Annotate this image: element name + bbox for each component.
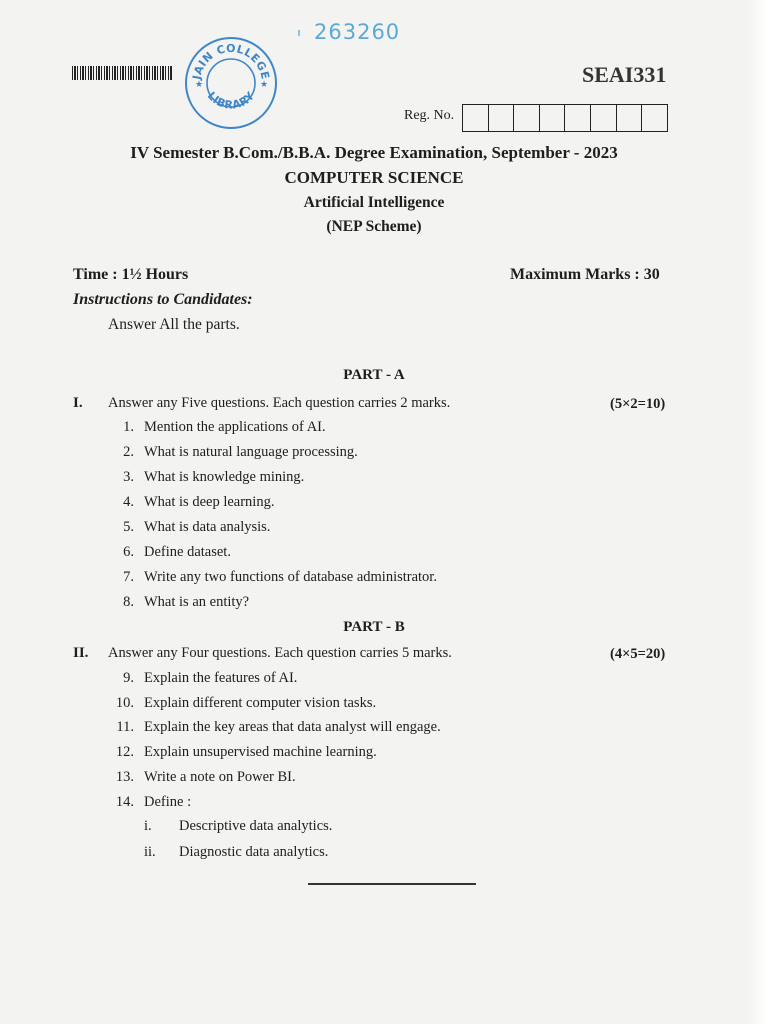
question-text: Explain different computer vision tasks. bbox=[144, 694, 377, 711]
question-text: What is an entity? bbox=[144, 594, 250, 610]
reg-no-label: Reg. No. bbox=[404, 108, 455, 123]
part-a-title: PART - A bbox=[343, 367, 405, 383]
question-number: 1. bbox=[123, 419, 134, 435]
question-text: Diagnostic data analytics. bbox=[179, 844, 329, 860]
question-text: What is data analysis. bbox=[144, 519, 271, 535]
question-text: Define dataset. bbox=[144, 544, 231, 560]
serial-number: 263260 bbox=[314, 20, 401, 44]
question-text: What is natural language processing. bbox=[144, 444, 358, 460]
instructions-text: Answer All the parts. bbox=[108, 316, 240, 333]
reg-no-box[interactable] bbox=[617, 105, 643, 131]
question-number: 4. bbox=[123, 494, 134, 510]
question-number: 14. bbox=[115, 793, 134, 810]
section-b-instruction: Answer any Four questions. Each question carries 5 marks. bbox=[108, 645, 452, 661]
question-number: 12. bbox=[115, 744, 134, 761]
question-number: i. bbox=[144, 818, 152, 834]
end-rule bbox=[308, 883, 476, 885]
time-allowed: Time : 1½ Hours bbox=[73, 266, 189, 283]
question-number: 7. bbox=[123, 569, 134, 585]
question-text: Write any two functions of database administrator. bbox=[144, 569, 437, 585]
section-b-marks: (4×5=20) bbox=[610, 646, 666, 662]
paper-title: Artificial Intelligence bbox=[303, 194, 445, 211]
question-text: What is deep learning. bbox=[144, 494, 275, 510]
reg-no-boxes[interactable] bbox=[462, 104, 668, 132]
exam-title: IV Semester B.Com./B.B.A. Degree Examination, September - 2023 bbox=[130, 143, 618, 162]
reg-no-box[interactable] bbox=[591, 105, 617, 131]
question-number: 8. bbox=[123, 594, 134, 610]
svg-text:★: ★ bbox=[260, 80, 269, 90]
question-text: What is knowledge mining. bbox=[144, 469, 305, 485]
scheme-title: (NEP Scheme) bbox=[326, 218, 422, 235]
section-a-number: I. bbox=[73, 395, 83, 411]
instructions-title: Instructions to Candidates: bbox=[73, 291, 253, 308]
section-a-instruction: Answer any Five questions. Each question carries 2 marks. bbox=[108, 395, 451, 411]
reg-no-box[interactable] bbox=[642, 105, 667, 131]
stamp-top-text: JAIN COLLEGE bbox=[190, 41, 272, 81]
paper-code: SEAI331 bbox=[582, 62, 667, 87]
question-text: Explain the key areas that data analyst will engage. bbox=[144, 719, 441, 736]
question-number: 13. bbox=[115, 768, 134, 785]
library-stamp bbox=[184, 36, 278, 130]
part-b-title: PART - B bbox=[343, 619, 405, 635]
question-text: Explain unsupervised machine learning. bbox=[144, 744, 377, 761]
question-number: 5. bbox=[123, 519, 134, 535]
reg-no-box[interactable] bbox=[514, 105, 540, 131]
reg-no-box[interactable] bbox=[565, 105, 591, 131]
stamp-bottom-text: LIBRARY bbox=[204, 89, 258, 112]
reg-no-box[interactable] bbox=[540, 105, 566, 131]
reg-no-box[interactable] bbox=[463, 105, 489, 131]
question-number: 9. bbox=[123, 670, 134, 686]
serial-mark bbox=[298, 30, 300, 36]
question-number: ii. bbox=[144, 844, 156, 860]
section-a-marks: (5×2=10) bbox=[610, 396, 666, 412]
svg-text:★: ★ bbox=[195, 80, 204, 90]
section-b-number: II. bbox=[73, 645, 89, 661]
question-text: Explain the features of AI. bbox=[144, 670, 298, 686]
question-text: Descriptive data analytics. bbox=[179, 818, 333, 834]
svg-text:LIBRARY bbox=[205, 89, 258, 112]
question-number: 2. bbox=[123, 444, 134, 460]
question-number: 3. bbox=[123, 469, 134, 485]
maximum-marks: Maximum Marks : 30 bbox=[510, 266, 660, 283]
question-text: Define : bbox=[144, 793, 192, 810]
question-number: 6. bbox=[123, 544, 134, 560]
question-text: Mention the applications of AI. bbox=[144, 419, 326, 435]
question-number: 10. bbox=[115, 694, 134, 711]
question-number: 11. bbox=[116, 719, 134, 736]
question-text: Write a note on Power BI. bbox=[144, 768, 296, 785]
reg-no-box[interactable] bbox=[489, 105, 515, 131]
page-edge bbox=[746, 0, 768, 1024]
barcode bbox=[72, 66, 172, 80]
subject-title: COMPUTER SCIENCE bbox=[284, 168, 464, 187]
